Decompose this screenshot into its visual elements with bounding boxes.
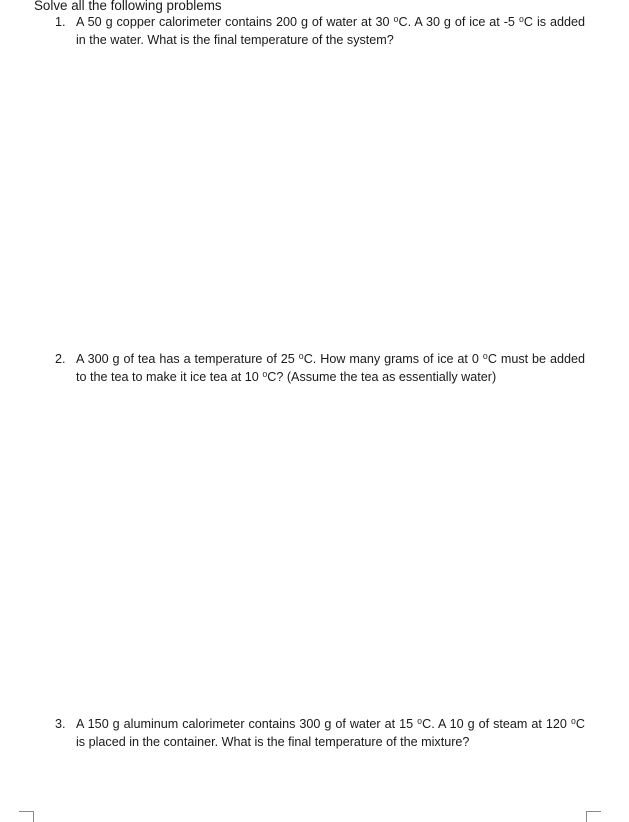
problem-text: A 50 g copper calorimeter contains 200 g of water at 30 ⁰C. A 30 g of ice at -5 ⁰C is added in the water. What is the final temperature of the system? — [76, 15, 585, 47]
problem-3 — [55, 715, 585, 751]
problem-number: 1. — [55, 15, 66, 29]
problem-number: 3. — [55, 717, 66, 731]
problem-1 — [55, 13, 585, 49]
problem-text: A 150 g aluminum calorimeter contains 300 g of water at 15 ⁰C. A 10 g of steam at 120 ⁰C is placed in the container. What is the final temperature of the mixture? — [76, 717, 585, 749]
problem-number: 2. — [55, 352, 66, 366]
page-heading: Solve all the following problems — [34, 0, 222, 13]
problem-text: A 300 g of tea has a temperature of 25 ⁰C. How many grams of ice at 0 ⁰C must be added to the tea to make it ice tea at 10 ⁰C? (Assume the tea as essentially water) — [76, 352, 585, 384]
page-corner-mark-left — [19, 811, 34, 822]
page-corner-mark-right — [586, 811, 601, 822]
problem-2 — [55, 350, 585, 386]
